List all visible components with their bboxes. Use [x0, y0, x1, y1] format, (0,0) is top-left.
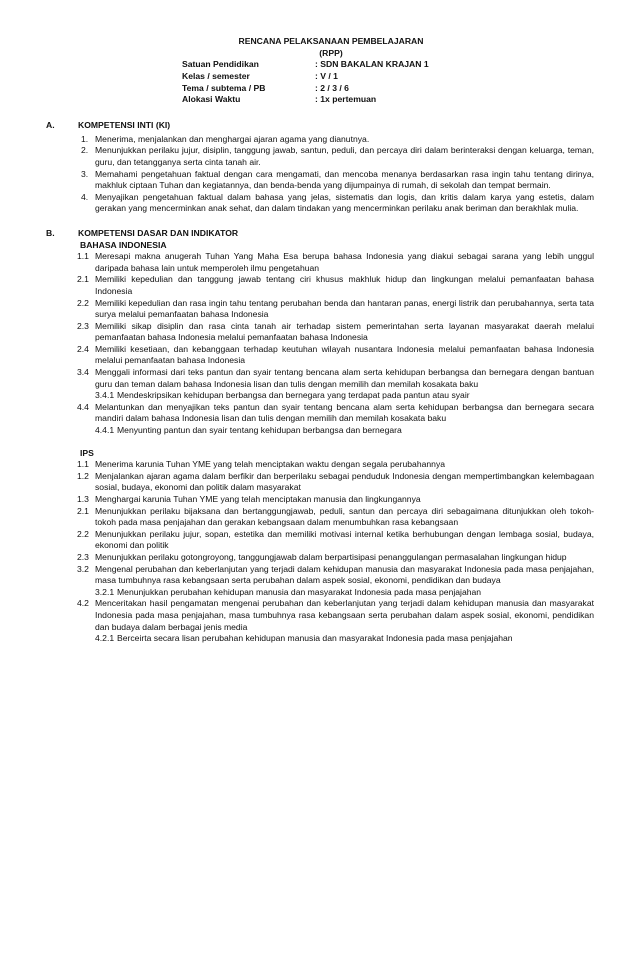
- item-text: Menghargai karunia Tuhan YME yang telah menciptakan manusia dan lingkungannya: [95, 494, 421, 504]
- indicator-text: Menyunting pantun dan syair tentang kehidupan berbangsa dan bernegara: [117, 425, 402, 436]
- identity-value: : 1x pertemuan: [315, 94, 377, 105]
- list-item: [46, 145, 594, 168]
- list-item: [77, 251, 594, 274]
- item-text: Menjalankan ajaran agama dalam berfikir dan berperilaku sebagai penduduk Indonesia dengan mempertimbangkan kelembagaan sosial, budaya, ekonomi dan politik dalam masyarakat: [95, 470, 594, 493]
- item-text: Memiliki sikap disiplin dan rasa cinta tanah air terhadap sistem pemerintahan serta layanan masyarakat daerah melalui pemanfaatan bahasa Indonesia melalui pemanfaatan bahasa Indonesia: [95, 320, 594, 343]
- indicator-number: 3.4.1: [95, 390, 115, 401]
- item-text: Memiliki kepedulian dan tanggung jawab tentang ciri khusus makhluk hidup dan lingkungan melalui pemanfaatan bahasa Indonesia: [95, 274, 594, 296]
- indicator-number: 3.2.1: [95, 586, 115, 597]
- list-item: [77, 344, 594, 367]
- item-text: Menunjukkan perilaku gotongroyong, tanggungjawab dalam berpartisipasi penanggulangan permasalahan lingkungan hidup: [95, 551, 567, 562]
- item-number: 2.: [81, 145, 89, 156]
- section-title: KOMPETENSI DASAR DAN INDIKATOR: [78, 227, 239, 238]
- list-item: [77, 494, 594, 506]
- section-b-heading: [46, 228, 594, 240]
- identity-row: [182, 83, 429, 95]
- identity-value: : SDN BAKALAN KRAJAN 1: [315, 59, 429, 69]
- item-text: Meresapi makna anugerah Tuhan Yang Maha Esa berupa bahasa Indonesia yang diakui sebagai sarana yang lebih unggul daripada bahasa lain untuk memperoleh ilmu pengetahuan: [95, 251, 594, 273]
- item-text: Menyajikan pengetahuan faktual dalam bahasa yang jelas, sistematis dan logis, dan kritis dalam karya yang estetis, dalam gerakan yang mencerminkan anak sehat, dan dalam tindakan yang mencerminkan perilaku anak beriman dan berakhlak mulia.: [95, 191, 594, 214]
- item-number: 2.3: [77, 551, 89, 562]
- item-text: Menunjukkan perilaku jujur, sopan, estetika dan memiliki motivasi internal ketika berhubungan dengan lembaga sosial, budaya, ekonomi dan politik: [95, 528, 594, 551]
- identity-row: [182, 71, 429, 83]
- list-item: [77, 274, 594, 297]
- ips-list: [77, 459, 594, 645]
- spacer: [46, 437, 594, 448]
- item-number: 3.2: [77, 563, 89, 574]
- item-number: 2.2: [77, 297, 89, 308]
- item-number: 3.4: [77, 367, 89, 378]
- list-item: [77, 506, 594, 529]
- indicator-text: Berceirta secara lisan perubahan kehidupan manusia dan masyarakat Indonesia pada masa penjajahan: [117, 633, 513, 644]
- indicator-item: [77, 425, 594, 437]
- list-item: [46, 169, 594, 192]
- list-item: [77, 298, 594, 321]
- indicator-item: [77, 587, 594, 599]
- identity-value: : V / 1: [315, 70, 338, 81]
- item-text: Menerima, menjalankan dan menghargai ajaran agama yang dianutnya.: [95, 133, 370, 144]
- list-item: [77, 598, 594, 633]
- identity-label: Kelas / semester: [182, 70, 250, 81]
- document-subtitle: (RPP): [319, 47, 343, 58]
- list-item: [46, 134, 594, 146]
- section-marker: B.: [46, 227, 55, 238]
- item-number: 2.2: [77, 528, 89, 539]
- indicator-item: [77, 390, 594, 402]
- list-item: [77, 367, 594, 390]
- indicator-number: 4.4.1: [95, 425, 115, 436]
- item-text: Memiliki kepedulian dan rasa ingin tahu tentang perubahan benda dan hantaran panas, energi listrik dan perubahannya, serta tata surya melalui pemanfaatan bahasa Indonesia: [95, 297, 594, 320]
- section-title: KOMPETENSI INTI (KI): [78, 120, 171, 131]
- item-number: 1.2: [77, 470, 89, 481]
- identity-label: Tema / subtema / PB: [182, 82, 266, 93]
- indicator-text: Mendeskripsikan kehidupan berbangsa dan bernegara yang terdapat pada pantun atau syair: [117, 390, 470, 401]
- indicator-item: [77, 633, 594, 645]
- item-number: 4.: [81, 191, 89, 202]
- item-number: 1.1: [77, 251, 89, 262]
- bahasa-list: [77, 251, 594, 437]
- list-item: [77, 321, 594, 344]
- indicator-number: 4.2.1: [95, 633, 115, 644]
- item-number: 1.1: [77, 459, 89, 470]
- item-text: Menerima karunia Tuhan YME yang telah menciptakan waktu dengan segala perubahannya: [95, 459, 446, 470]
- item-text: Menunjukkan perilaku jujur, disiplin, tanggung jawab, santun, peduli, dan percaya diri dalam berinteraksi dengan keluarga, teman, guru, dan tetangganya serta cinta tanah air.: [95, 145, 594, 167]
- list-item: [46, 192, 594, 215]
- item-number: 2.1: [77, 274, 89, 285]
- list-item: [77, 471, 594, 494]
- section-a-heading: [46, 120, 594, 132]
- identity-table: [182, 59, 429, 106]
- item-text: Memahami pengetahuan faktual dengan cara mengamati, dan mencoba menanya berdasarkan rasa ingin tahu tentang dirinya, makhluk ciptaan Tuhan dan kegiatannya, dan benda-benda yang dijumpainya di rumah, di sekolah dan tempat bermain.: [95, 168, 594, 191]
- item-number: 2.3: [77, 320, 89, 331]
- item-number: 3.: [81, 168, 89, 179]
- identity-row: [182, 59, 429, 71]
- identity-label: Satuan Pendidikan: [182, 59, 259, 69]
- item-text: Mengenal perubahan dan keberlanjutan yang terjadi dalam kehidupan manusia dan masyarakat Indonesia pada masa penjajahan, masa tumbuhnya rasa kebangsaan serta perubahan dalam aspek sosial, ekonomi, pendidikan dan budaya: [95, 563, 594, 586]
- item-number: 4.2: [77, 598, 89, 609]
- list-item: [77, 552, 594, 564]
- identity-label: Alokasi Waktu: [182, 94, 241, 105]
- item-text: Melantunkan dan menyajikan teks pantun dan syair tentang bencana alam serta kehidupan berbangsa dan bernegara secara mandiri dalam bahasa Indonesia lisan dan tulis dengan memilih dan memilah kosakata baku: [95, 401, 594, 424]
- item-number: 4.4: [77, 401, 89, 412]
- item-text: Menggali informasi dari teks pantun dan syair tentang bencana alam serta kehidupan berbangsa dan bernegara dengan bantuan guru dan teman dalam bahasa Indonesia lisan dan tulis dengan memilih dan memilah kosakata baku: [95, 367, 594, 389]
- list-item: [77, 459, 594, 471]
- subject-heading-bahasa: BAHASA INDONESIA: [80, 239, 167, 250]
- item-number: 1.3: [77, 494, 89, 504]
- indicator-text: Menunjukkan perubahan kehidupan manusia dan masyarakat Indonesia pada masa penjajahan: [117, 586, 482, 597]
- document-title: RENCANA PELAKSANAAN PEMBELAJARAN: [238, 36, 424, 46]
- item-number: 2.4: [77, 343, 89, 354]
- list-item: [77, 529, 594, 552]
- item-text: Menceritakan hasil pengamatan mengenai perubahan dan keberlanjutan yang terjadi dalam kehidupan manusia dan masyarakat Indonesia pada masa penjajahan, masa tumbuhnya rasa kebangsaan serta perubahan dalam aspek sosial, ekonomi, pendidikan dan budaya dalam berbagai jenis media: [95, 598, 594, 632]
- ki-list: [46, 134, 594, 215]
- item-text: Memiliki kesetiaan, dan kebanggaan terhadap keutuhan wilayah nusantara Indonesia melalui pemanfaatan bahasa Indonesia melalui pemanfaatan bahasa Indonesia: [95, 343, 594, 366]
- section-marker: A.: [46, 120, 55, 131]
- item-number: 1.: [81, 133, 89, 144]
- list-item: [77, 564, 594, 587]
- list-item: [77, 402, 594, 425]
- identity-value: : 2 / 3 / 6: [315, 82, 349, 93]
- identity-row: [182, 94, 429, 106]
- item-text: Menunjukkan perilaku bijaksana dan bertanggungjawab, peduli, santun dan percaya diri sebagaimana ditunjukkan oleh tokoh-tokoh pada masa penjajahan dan gerakan kebangsaan dalam menumbuhkan rasa kebangsaan: [95, 505, 594, 528]
- item-number: 2.1: [77, 505, 89, 516]
- subject-heading-ips: IPS: [80, 447, 94, 458]
